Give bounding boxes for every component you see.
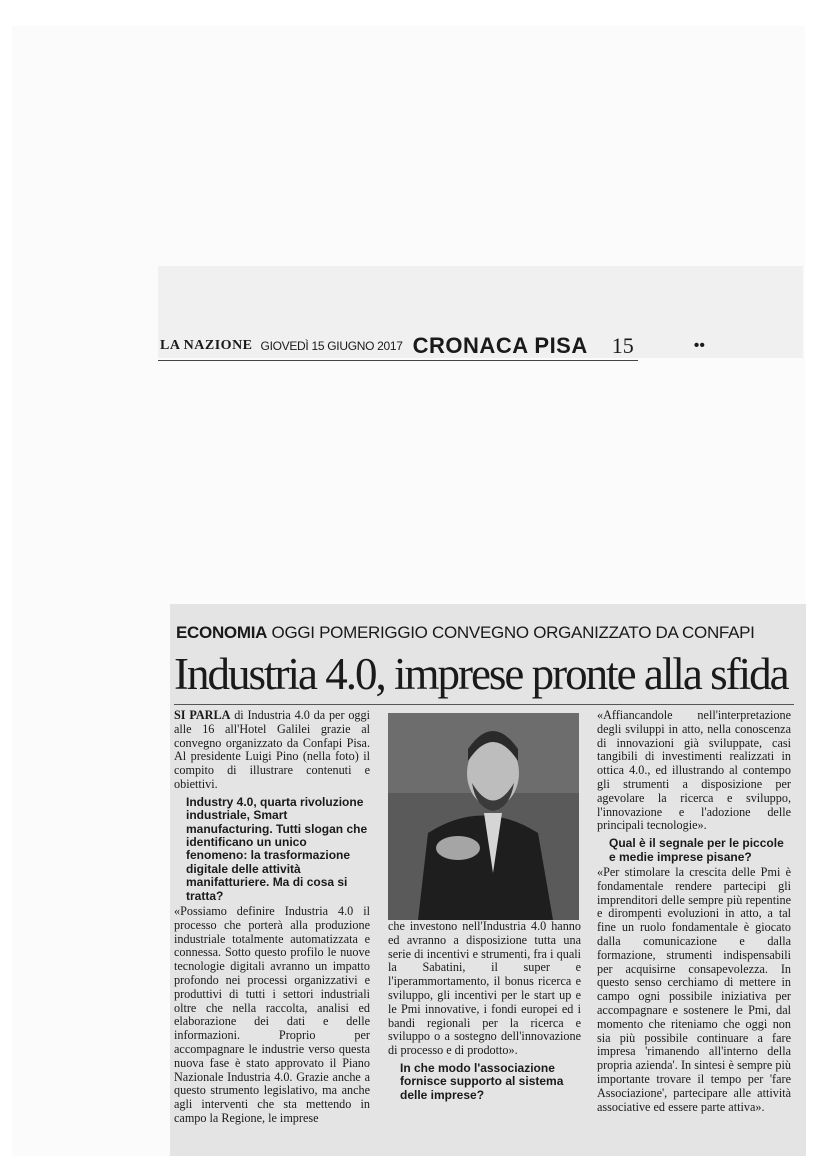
section-title: CRONACA PISA xyxy=(412,333,588,358)
article-kicker xyxy=(176,623,796,643)
newspaper-name: LA NAZIONE xyxy=(160,338,253,353)
answer-2: «Affiancandole nell'interpretazione degli sviluppi in atto, nella conoscenza di innovazioni già sviluppate, casi tangibili di investimenti realizzati in ottica 4.0., ed illustrando al contempo gli strumenti a disposizione per agevolare la ricerca e sviluppo, l'innovazione e l'adozione delle principali tecnologie». xyxy=(597,708,791,833)
headline-rule xyxy=(174,704,794,705)
page-number: 15 xyxy=(611,333,634,358)
portrait-image xyxy=(388,713,579,920)
kicker-text: OGGI POMERIGGIO CONVEGNO ORGANIZZATO DA CONFAPI xyxy=(267,623,755,642)
dots-mark: •• xyxy=(693,337,705,354)
lead-bold: SI PARLA xyxy=(174,708,231,722)
answer-3: «Per stimolare la crescita delle Pmi è fondamentale rendere partecipi gli imprenditori delle sempre più repentine e dirompenti evoluzioni in atto, a tal fine un ruolo fondamentale è giocato dalla comunicazione e dalla formazione, strumenti indispensabili per acquisirne consapevolezza. In questo senso cerchiamo di mettere in campo ogni possibile iniziativa per accompagnare e sostenere le Pmi, dal momento che riteniamo che oggi non sia più possibile continuare a fare impresa 'rimanendo all'interno della propria azienda'. In sintesi è sempre più importante trovare il tempo per 'fare Associazione', partecipare alle attività associative ed essere parte attiva». xyxy=(597,864,791,1114)
question-2: In che modo l'associazione fornisce supporto al sistema delle imprese? xyxy=(400,1060,564,1102)
article-column-1 xyxy=(174,709,370,1126)
question-3: Qual è il segnale per le piccole e medie imprese pisane? xyxy=(609,836,784,864)
article-column-2 xyxy=(388,920,581,1104)
article-headline: Industria 4.0, imprese pronte alla sfida xyxy=(174,649,788,699)
portrait-photo xyxy=(388,713,579,920)
answer-1: «Possiamo definire Industria 4.0 il processo che porterà alla produzione industriale totalmente automatizzata e connessa. Sotto questo profilo le nuove tecnologie digitali avranno un impatto profondo nei processi organizzativi e produttivi di tutti i settori industriali oltre che nella raccolta, analisi ed elaborazione dei dati e delle informazioni. Proprio per accompagnare le industrie verso questa nuova fase è stato approvato il Piano Nazionale Industria 4.0. Grazie anche a questo strumento legislativo, ma anche agli interventi che sta mettendo in campo la Regione, le imprese xyxy=(174,904,370,1125)
masthead-rule xyxy=(158,360,638,361)
masthead xyxy=(158,330,803,362)
article-column-3 xyxy=(597,709,791,1114)
kicker-category: ECONOMIA xyxy=(176,623,268,642)
lead-text: di Industria 4.0 da per oggi alle 16 all'Hotel Galilei grazie al convegno organizzato da Confapi Pisa. Al presidente Luigi Pino (nella foto) il compito di illustrare contenuti e obiettivi. xyxy=(174,708,370,791)
lead-paragraph xyxy=(174,709,370,792)
question-1: Industry 4.0, quarta rivoluzione industriale, Smart manufacturing. Tutti slogan che identificano un unico fenomeno: la trasformazione digitale delle attività manifatturiere. Ma di cosa si tratta? xyxy=(186,794,368,903)
answer-1-continued: che investono nell'Industria 4.0 hanno ed avranno a disposizione tutta una serie di incentivi e strumenti, fra i quali la Sabatini, il super e l'iperammortamento, il bonus ricerca e sviluppo, gli incentivi per le start up e le Pmi innovative, i fondi europei ed i bandi regionali per la ricerca e sviluppo o a sostegno dell'innovazione di processo e di prodotto». xyxy=(388,919,581,1058)
issue-date: GIOVEDÌ 15 GIUGNO 2017 xyxy=(260,339,403,353)
